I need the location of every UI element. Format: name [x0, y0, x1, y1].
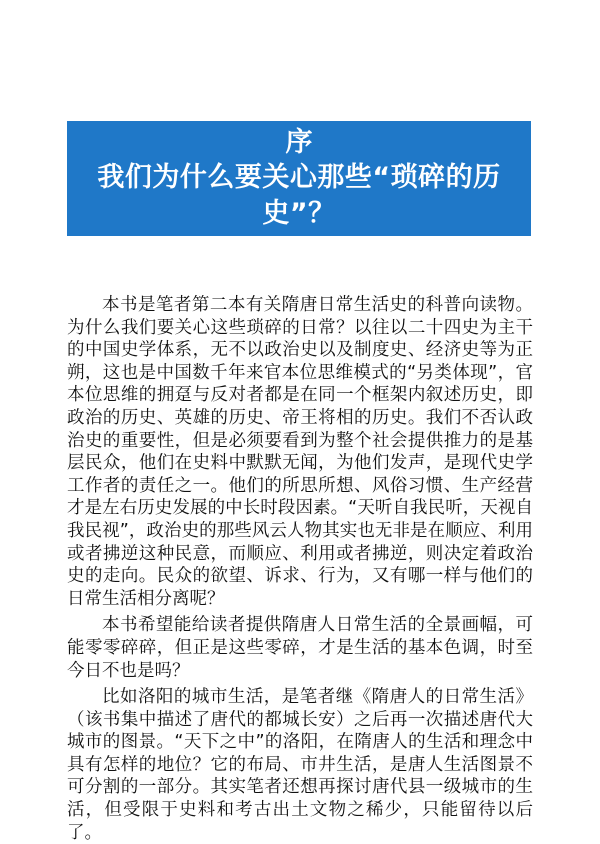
- preface-body: [67, 294, 533, 844]
- title-banner: [67, 121, 531, 236]
- paragraph: 比如洛阳的城市生活，是笔者继《隋唐人的日常生活》（该书集中描述了唐代的都城长安）之后再一次描述唐代大城市的图景。“天下之中”的洛阳，在隋唐人的生活和理念中具有怎样的地位？它的布局、市井生活，是唐人生活图景不可分割的一部分。其实笔者还想再探讨唐代县一级城市的生活，但受限于史料和考古出土文物之稀少，只能留待以后了。: [67, 687, 533, 843]
- paragraph: 本书是笔者第二本有关隋唐日常生活史的科普向读物。为什么我们要关心这些琐碎的日常？以往以二十四史为主干的中国史学体系，无不以政治史以及制度史、经济史等为正朔，这也是中国数千年来官本位思维模式的“另类体现”，官本位思维的拥趸与反对者都是在同一个框架内叙述历史，即政治的历史、英雄的历史、帝王将相的历史。我们不否认政治史的重要性，但是必须要看到为整个社会提供推力的是基层民众，他们在史料中默默无闻，为他们发声，是现代史学工作者的责任之一。他们的所思所想、风俗习惯、生产经营才是左右历史发展的中长时段因素。“天听自我民听，天视自我民视”，政治史的那些风云人物其实也无非是在顺应、利用或者拂逆这种民意，而顺应、利用或者拂逆，则决定着政治史的走向。民众的欲望、诉求、行为，又有哪一样与他们的日常生活相分离呢？: [67, 295, 533, 609]
- preface-subtitle: 我们为什么要关心那些“琐碎的历史”？: [97, 162, 501, 229]
- preface-heading: 序: [285, 127, 313, 158]
- paragraph: 本书希望能给读者提供隋唐人日常生活的全景画幅，可能零零碎碎，但正是这些零碎，才是生活的基本色调，时至今日不也是吗？: [67, 615, 533, 681]
